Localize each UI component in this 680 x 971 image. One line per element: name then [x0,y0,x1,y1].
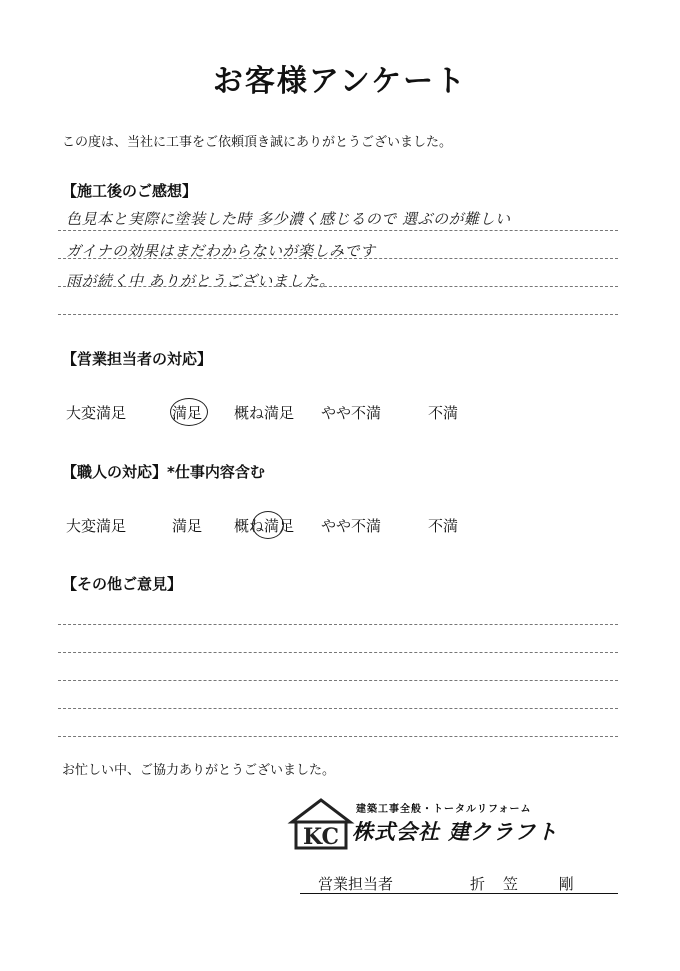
company-tagline: 建築工事全般・トータルリフォーム [356,804,532,815]
craftsman-option-very-satisfied[interactable]: 大変満足 [66,517,127,535]
writing-line [58,624,618,625]
signature-underline [300,893,618,894]
company-logo [286,796,606,852]
sales-option-very-satisfied[interactable]: 大変満足 [66,404,127,422]
impression-line-3: 雨が続く中 ありがとうございました。 [66,272,335,290]
craftsman-option-somewhat-dissatisfied[interactable]: やや不満 [321,517,382,535]
intro-text: この度は、当社に工事をご依頼頂き誠にありがとうございました。 [62,135,453,150]
writing-line [58,652,618,653]
company-name: 株式会社 建クラフト [352,820,559,844]
writing-line [58,680,618,681]
house-logo-icon [286,796,356,852]
sales-rep-label: 営業担当者 [318,875,394,893]
selected-mark [170,398,208,426]
writing-line [58,230,618,231]
impressions-heading: 【施工後のご感想】 [62,182,198,200]
other-comments-heading: 【その他ご意見】 [62,575,183,593]
writing-line [58,708,618,709]
selected-mark [252,511,284,539]
logo-mark: KC [302,824,340,850]
writing-line [58,286,618,287]
writing-line [58,314,618,315]
closing-text: お忙しい中、ご協力ありがとうございました。 [62,763,336,778]
craftsman-option-satisfied[interactable]: 満足 [172,517,203,535]
impression-line-2: ガイナの効果はまだわからないが楽しみです [66,242,376,260]
sales-option-satisfied[interactable]: 満足 [172,404,203,422]
sales-option-dissatisfied[interactable]: 不満 [428,404,459,422]
impression-line-1: 色見本と実際に塗装した時 多少濃く感じるので 選ぶのが難しい [66,210,511,228]
sales-option-mostly-satisfied[interactable]: 概ね満足 [234,404,295,422]
writing-line [58,736,618,737]
sales-option-somewhat-dissatisfied[interactable]: やや不満 [321,404,382,422]
sales-rep-name: 折笠 剛 [470,875,592,893]
craftsman-option-mostly-satisfied[interactable]: 概ね満足 [234,517,295,535]
writing-line [58,258,618,259]
craftsman-rating-heading: 【職人の対応】*仕事内容含む [62,463,265,481]
sales-rating-heading: 【営業担当者の対応】 [62,350,213,368]
page-title: お客様アンケート [212,64,468,99]
craftsman-option-dissatisfied[interactable]: 不満 [428,517,459,535]
